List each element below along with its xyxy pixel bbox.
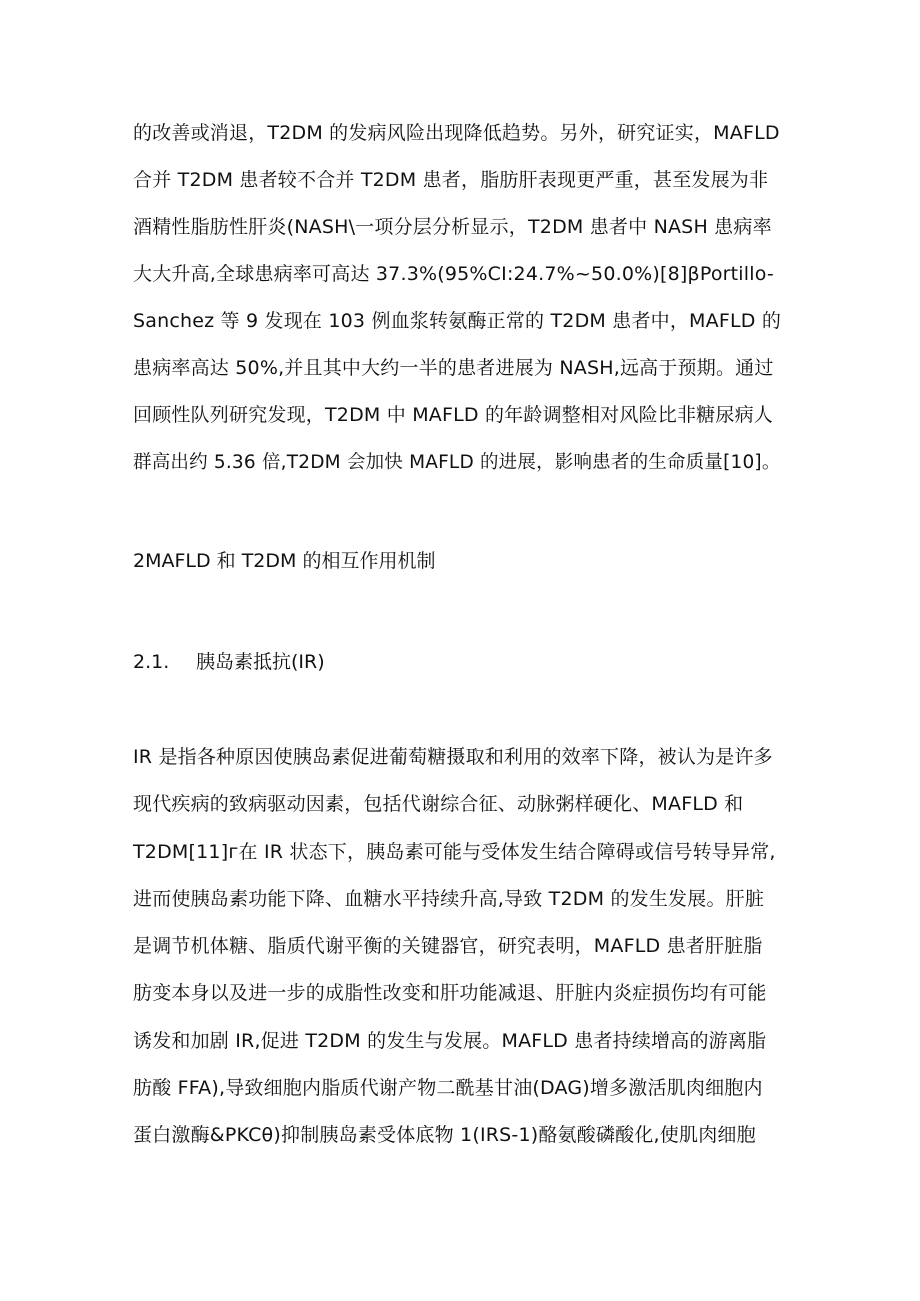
paragraph-1-line-8: 群高出约 5.36 倍,T2DM 会加快 MAFLD 的进展，影响患者的生命质量[10]。 bbox=[133, 452, 781, 473]
paragraph-1-line-7: 回顾性队列研究发现，T2DM 中 MAFLD 的年龄调整相对风险比非糖尿病人 bbox=[133, 404, 773, 426]
paragraph-2-line-5: 是调节机体糖、脂质代谢平衡的关键器官，研究表明，MAFLD 患者肝脏脂 bbox=[133, 935, 763, 957]
paragraph-2-line-1: IR 是指各种原因使胰岛素促进葡萄糖摄取和利用的效率下降，被认为是许多 bbox=[133, 746, 773, 768]
paragraph-2-line-2: 现代疾病的致病驱动因素，包括代谢综合征、动脉粥样硬化、MAFLD 和 bbox=[133, 793, 744, 815]
paragraph-1-line-4: 大大升高,全球患病率可高达 37.3%(95%CI:24.7%~50.0%)[8]βPortillo- bbox=[133, 263, 774, 285]
paragraph-2-line-9: 蛋白激酶&PKCθ)抑制胰岛素受体底物 1(IRS-1)酪氨酸磷酸化,使肌肉细胞 bbox=[133, 1124, 756, 1146]
section-heading: 2MAFLD 和 T2DM 的相互作用机制 bbox=[133, 550, 436, 572]
paragraph-2-line-7: 诱发和加剧 IR,促进 T2DM 的发生与发展。MAFLD 患者持续增高的游离脂 bbox=[133, 1030, 767, 1052]
paragraph-2-line-6: 肪变本身以及进一步的成脂性改变和肝功能减退、肝脏内炎症损伤均有可能 bbox=[133, 982, 767, 1004]
paragraph-1-line-1: 的改善或消退，T2DM 的发病风险出现降低趋势。另外，研究证实，MAFLD bbox=[133, 122, 780, 144]
paragraph-1-line-2: 合并 T2DM 患者较不合并 T2DM 患者，脂肪肝表现更严重，甚至发展为非 bbox=[133, 169, 769, 191]
paragraph-2-line-3: T2DM[11]г在 IR 状态下，胰岛素可能与受体发生结合障碍或信号转导异常, bbox=[133, 841, 776, 863]
subsection-number: 2.1. bbox=[133, 651, 170, 673]
paragraph-1-line-6: 患病率高达 50%,并且其中大约一半的患者进展为 NASH,远高于预期。通过 bbox=[133, 357, 774, 379]
paragraph-2-line-4: 进而使胰岛素功能下降、血糖水平持续升高,导致 T2DM 的发生发展。肝脏 bbox=[133, 888, 765, 910]
paragraph-1-line-5: Sanchez 等 9 发现在 103 例血浆转氨酶正常的 T2DM 患者中，MAFLD 的 bbox=[133, 310, 782, 332]
paragraph-1-line-3: 酒精性脂肪性肝炎(NASH\一项分层分析显示，T2DM 患者中 NASH 患病率 bbox=[133, 216, 772, 238]
paragraph-2-line-8: 肪酸 FFA),导致细胞内脂质代谢产物二酰基甘油(DAG)增多激活肌肉细胞内 bbox=[133, 1077, 763, 1099]
subsection-title: 胰岛素抵抗(IR) bbox=[196, 651, 325, 673]
